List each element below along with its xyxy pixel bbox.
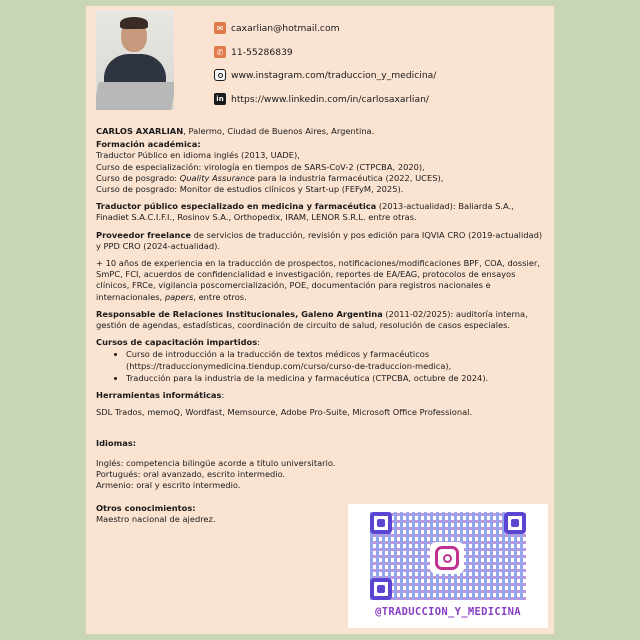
formacion-line: Traductor Público en idioma inglés (2013, UADE),	[96, 150, 300, 161]
herramientas-text: SDL Trados, memoQ, Wordfast, Memsource, Adobe Pro-Suite, Microsoft Office Professional.	[96, 407, 473, 418]
experience-role2: Proveedor freelance de servicios de traducción, revisión y pos edición para IQVIA CRO (2019-actualidad) y PPD CRO (2024-actualidad).	[96, 229, 543, 251]
formacion-line: Curso de posgrado: Quality Assurance para la industria farmacéutica (2022, UCES),	[96, 172, 444, 183]
experience-role1: Traductor público especializado en medicina y farmacéutica (2013-actualidad): Baliarda S.A., Finadiet S.A.C.I.F.I., Rosinov S.A., Orthopedix, IRAM, LENOR S.R.L. entre otras.	[96, 201, 514, 223]
qr-finder	[504, 512, 526, 534]
header-line: CARLOS AXARLIAN, Palermo, Ciudad de Buenos Aires, Argentina.	[96, 126, 375, 136]
linkedin-icon: in	[214, 93, 226, 105]
linkedin-text[interactable]: https://www.linkedin.com/in/carlosaxarlian/	[231, 93, 429, 105]
mail-icon: ✉	[214, 22, 226, 34]
formacion-title: Formación académica:	[96, 139, 201, 150]
formacion-line: Curso de especialización: virología en tiempos de SARS-CoV-2 (CTPCBA, 2020),	[96, 161, 425, 172]
list-item: • Curso de introducción a la traducción de textos médicos y farmacéuticos (https://traduccionymedicina.tiendup.com/curso/curso-de-traduccion-medica),	[126, 349, 544, 371]
idiomas-line: Armenio: oral y escrito intermedio.	[96, 480, 241, 491]
cursos-list	[96, 349, 544, 384]
otros-text: Maestro nacional de ajedrez.	[96, 514, 216, 525]
experience-years: + 10 años de experiencia en la traducción de prospectos, notificaciones/modificaciones BPF, COA, dossier, SmPC, FCI, acuerdos de confidencialidad e investigación, reportes de EA/EAG, protocolos de ensayos clínicos, FRCe, vigilancia poscomercialización, POE, documentación para registros nacionales e internacionales, papers, entre otros.	[96, 258, 540, 302]
instagram-qr-code[interactable]	[348, 504, 548, 628]
instagram-text[interactable]: www.instagram.com/traduccion_y_medicina/	[231, 69, 437, 81]
idiomas-line: Portugués: oral avanzado, escrito intermedio.	[96, 468, 286, 479]
cv-body	[96, 126, 544, 528]
instagram-icon	[214, 69, 226, 81]
otros-heading: Otros conocimientos:	[96, 503, 196, 514]
contact-phone[interactable]	[214, 46, 293, 58]
list-item: • Traducción para la industria de la medicina y farmacéutica (CTPCBA, octubre de 2024).	[126, 373, 544, 384]
qr-finder	[370, 512, 392, 534]
formacion-line: Curso de posgrado: Monitor de estudios clínicos y Start-up (FEFyM, 2025).	[96, 184, 404, 195]
email-text[interactable]: caxarlian@hotmail.com	[231, 22, 340, 34]
instagram-logo-icon	[430, 542, 464, 574]
idiomas-heading: Idiomas:	[96, 438, 137, 449]
person-name: CARLOS AXARLIAN	[96, 126, 184, 136]
contact-instagram[interactable]	[214, 69, 436, 81]
experience-role3: Responsable de Relaciones Institucionales, Galeno Argentina (2011-02/2025): auditoría interna, gestión de agendas, estadísticas, coordinación de circuito de salud, resolución de casos especiales.	[96, 308, 528, 331]
qr-finder	[370, 578, 392, 600]
idiomas-line: Inglés: competencia bilingüe acorde a título universitario.	[96, 457, 336, 468]
cv-page	[86, 6, 554, 634]
contact-email[interactable]	[214, 22, 340, 34]
profile-photo	[96, 10, 174, 110]
phone-icon: ✆	[214, 46, 226, 58]
contact-linkedin[interactable]	[214, 93, 429, 105]
herramientas-heading: Herramientas informáticas:	[96, 390, 225, 401]
phone-text[interactable]: 11-55286839	[231, 46, 293, 58]
cursos-heading: Cursos de capacitación impartidos:	[96, 337, 260, 348]
qr-label: @TRADUCCION_Y_MEDICINA	[375, 606, 521, 618]
